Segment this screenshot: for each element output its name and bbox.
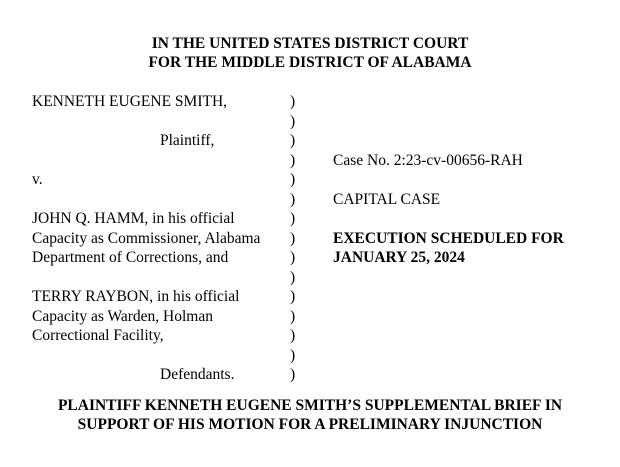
defendant-2-line-2: Capacity as Warden, Holman xyxy=(32,307,213,325)
caption-paren: ) xyxy=(290,171,296,188)
case-type: CAPITAL CASE xyxy=(333,190,441,208)
caption-paren: ) xyxy=(290,210,296,227)
defendant-1-line-3: Department of Corrections, and xyxy=(32,249,229,266)
caption-paren: ) xyxy=(290,93,296,110)
court-header xyxy=(0,34,620,72)
document-title-line-1: PLAINTIFF KENNETH EUGENE SMITH’S SUPPLEMENTAL BRIEF IN xyxy=(57,397,563,414)
caption-paren: ) xyxy=(290,190,296,208)
defendants-role: Defendants. xyxy=(160,366,235,383)
caption-paren: ) xyxy=(290,307,296,325)
case-caption xyxy=(32,92,592,382)
document-title xyxy=(0,396,620,434)
versus: v. xyxy=(32,171,43,188)
caption-paren: ) xyxy=(290,346,296,364)
court-header-line-1: IN THE UNITED STATES DISTRICT COURT xyxy=(151,35,469,52)
document-title-line-2: SUPPORT OF HIS MOTION FOR A PRELIMINARY INJUNCTION xyxy=(77,416,543,433)
caption-paren: ) xyxy=(290,327,296,344)
case-number: Case No. 2:23-cv-00656-RAH xyxy=(333,151,523,169)
caption-paren: ) xyxy=(290,229,296,247)
execution-notice-line-2: JANUARY 25, 2024 xyxy=(333,249,465,266)
court-header-line-2: FOR THE MIDDLE DISTRICT OF ALABAMA xyxy=(148,54,472,71)
defendant-1-line-2: Capacity as Commissioner, Alabama xyxy=(32,229,261,247)
plaintiff-name: KENNETH EUGENE SMITH, xyxy=(32,93,228,110)
caption-paren: ) xyxy=(290,132,296,149)
caption-paren: ) xyxy=(290,151,296,169)
plaintiff-role: Plaintiff, xyxy=(160,132,215,149)
defendant-2-line-3: Correctional Facility, xyxy=(32,327,164,344)
caption-paren: ) xyxy=(290,249,296,266)
caption-paren: ) xyxy=(290,112,296,130)
caption-paren: ) xyxy=(290,268,296,286)
caption-paren: ) xyxy=(290,288,296,305)
defendant-1-line-1: JOHN Q. HAMM, in his official xyxy=(32,210,235,227)
caption-paren: ) xyxy=(290,366,296,383)
defendant-2-line-1: TERRY RAYBON, in his official xyxy=(32,288,240,305)
execution-notice-line-1: EXECUTION SCHEDULED FOR xyxy=(333,229,564,247)
